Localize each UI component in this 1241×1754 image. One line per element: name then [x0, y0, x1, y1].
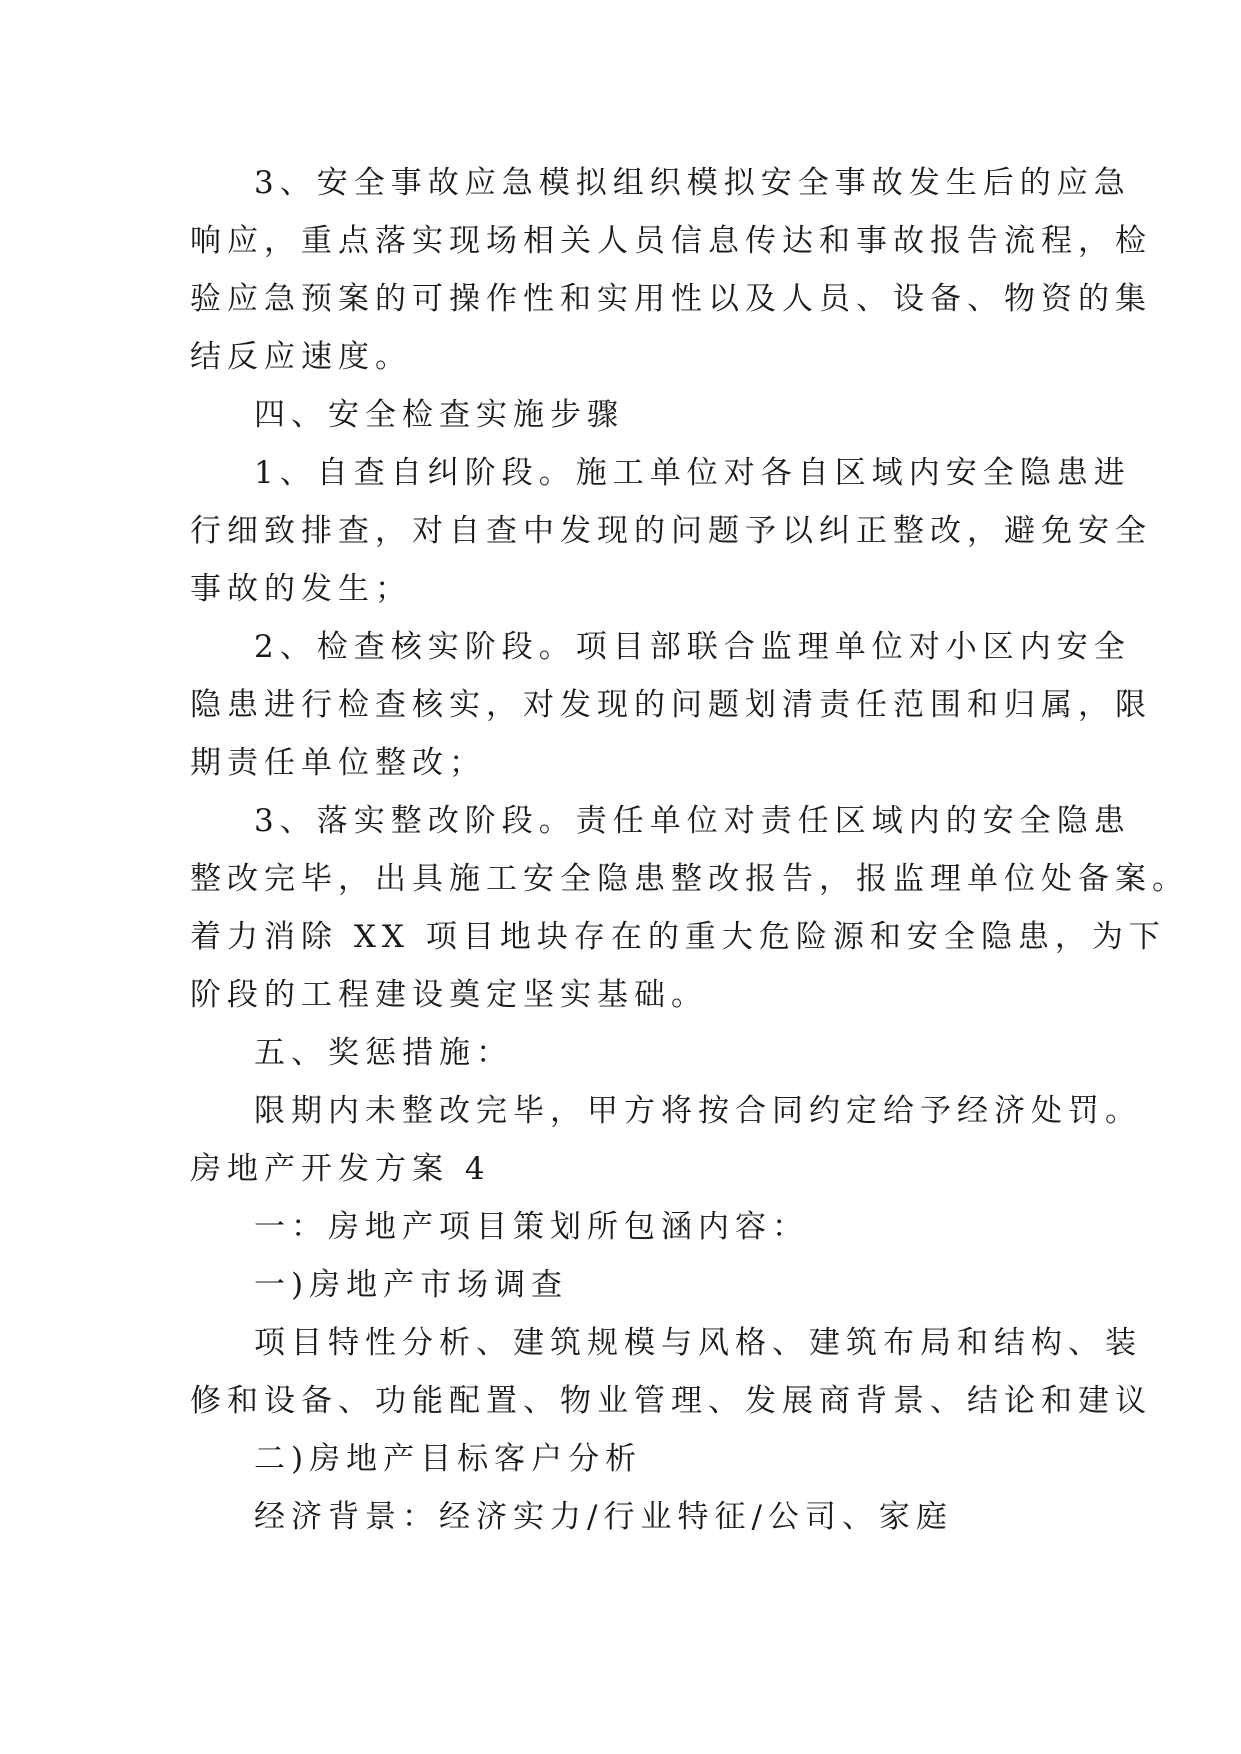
- paragraph-line: 行细致排查，对自查中发现的问题予以纠正整改，避免安全: [190, 513, 1152, 549]
- paragraph-line: 事故的发生；: [190, 571, 412, 607]
- paragraph-line: 期责任单位整改；: [190, 745, 486, 781]
- subsection-heading: 一)房地产市场调查: [254, 1267, 569, 1303]
- paragraph-line: 3、安全事故应急模拟组织模拟安全事故发生后的应急: [254, 165, 1131, 201]
- paragraph-line: 修和设备、功能配置、物业管理、发展商背景、结论和建议: [190, 1383, 1152, 1419]
- paragraph-line: 限期内未整改完毕，甲方将按合同约定给予经济处罚。: [254, 1093, 1142, 1129]
- paragraph-line: 经济背景：经济实力/行业特征/公司、家庭: [254, 1499, 953, 1535]
- document-title: 房地产开发方案 4: [190, 1151, 491, 1187]
- paragraph-line: 响应，重点落实现场相关人员信息传达和事故报告流程，检: [190, 223, 1152, 259]
- paragraph-line: 整改完毕，出具施工安全隐患整改报告，报监理单位处备案。: [190, 861, 1189, 897]
- document-body: [190, 154, 1189, 1546]
- section-heading: 一：房地产项目策划所包涵内容：: [254, 1209, 809, 1245]
- section-heading: 五、奖惩措施：: [254, 1035, 513, 1071]
- paragraph-line: 2、检查核实阶段。项目部联合监理单位对小区内安全: [254, 629, 1131, 665]
- paragraph-line: 3、落实整改阶段。责任单位对责任区域内的安全隐患: [254, 803, 1131, 839]
- paragraph-line: 隐患进行检查核实，对发现的问题划清责任范围和归属，限: [190, 687, 1152, 723]
- paragraph-line: 验应急预案的可操作性和实用性以及人员、设备、物资的集: [190, 281, 1152, 317]
- paragraph-line: 着力消除 XX 项目地块存在的重大危险源和安全隐患，为下: [190, 919, 1166, 955]
- section-heading: 四、安全检查实施步骤: [254, 397, 624, 433]
- paragraph-line: 结反应速度。: [190, 339, 412, 375]
- paragraph-line: 项目特性分析、建筑规模与风格、建筑布局和结构、装: [254, 1325, 1142, 1361]
- subsection-heading: 二)房地产目标客户分析: [254, 1441, 643, 1477]
- paragraph-line: 1、自查自纠阶段。施工单位对各自区域内安全隐患进: [254, 455, 1131, 491]
- paragraph-line: 阶段的工程建设奠定坚实基础。: [190, 977, 708, 1013]
